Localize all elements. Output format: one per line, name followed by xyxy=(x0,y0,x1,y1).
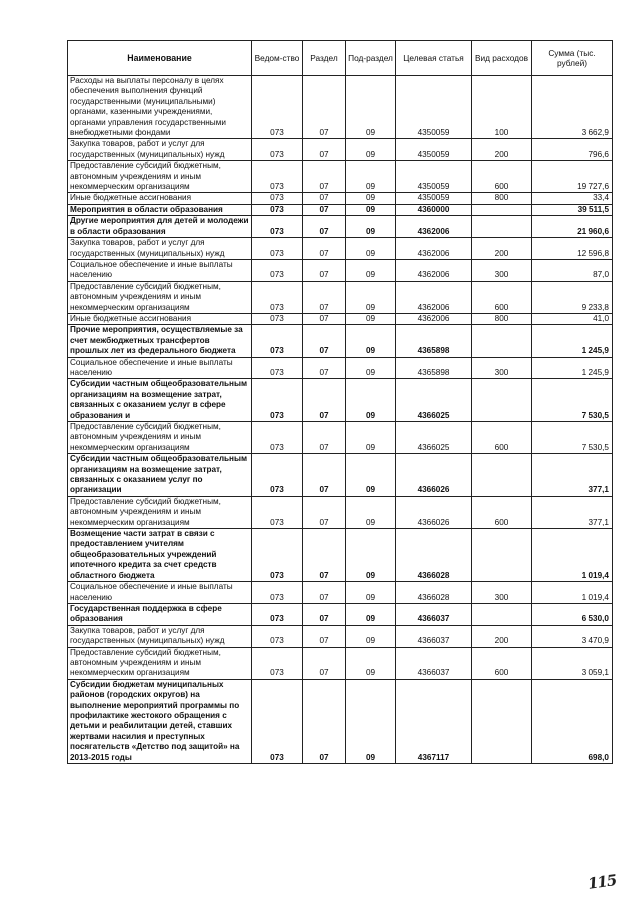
cell-target: 4366025 xyxy=(396,422,472,454)
cell-target: 4366028 xyxy=(396,582,472,604)
cell-amount: 377,1 xyxy=(532,454,613,497)
cell-subsection: 09 xyxy=(346,161,396,193)
cell-name: Социальное обеспечение и иные выплаты населению xyxy=(68,582,252,604)
cell-target: 4366025 xyxy=(396,379,472,422)
cell-subsection: 09 xyxy=(346,625,396,647)
cell-expense-type: 800 xyxy=(472,193,532,204)
page-number: 115 xyxy=(586,871,618,893)
table-row xyxy=(68,647,613,679)
header-name: Наименование xyxy=(68,41,252,76)
cell-expense-type: 200 xyxy=(472,625,532,647)
cell-name: Субсидии частным общеобразовательным организациям на возмещение затрат, связанных с оказанием услуг в сфере образования и xyxy=(68,379,252,422)
table-row xyxy=(68,625,613,647)
cell-amount: 796,6 xyxy=(532,139,613,161)
cell-section: 07 xyxy=(303,529,346,582)
cell-amount: 3 059,1 xyxy=(532,647,613,679)
cell-expense-type: 600 xyxy=(472,281,532,313)
cell-target: 4366026 xyxy=(396,496,472,528)
cell-expense-type: 600 xyxy=(472,161,532,193)
cell-dept: 073 xyxy=(252,204,303,215)
cell-amount: 7 530,5 xyxy=(532,422,613,454)
table-body xyxy=(68,76,613,764)
cell-amount: 1 245,9 xyxy=(532,325,613,357)
cell-section: 07 xyxy=(303,582,346,604)
cell-expense-type xyxy=(472,325,532,357)
cell-target: 4350059 xyxy=(396,193,472,204)
cell-section: 07 xyxy=(303,259,346,281)
cell-dept: 073 xyxy=(252,529,303,582)
cell-amount: 33,4 xyxy=(532,193,613,204)
cell-section: 07 xyxy=(303,454,346,497)
cell-section: 07 xyxy=(303,139,346,161)
cell-subsection: 09 xyxy=(346,259,396,281)
cell-amount: 7 530,5 xyxy=(532,379,613,422)
cell-subsection: 09 xyxy=(346,281,396,313)
cell-name: Прочие мероприятия, осуществляемые за счет межбюджетных трансфертов прошлых лет из федерального бюджета xyxy=(68,325,252,357)
cell-expense-type: 600 xyxy=(472,647,532,679)
cell-section: 07 xyxy=(303,647,346,679)
cell-section: 07 xyxy=(303,216,346,238)
cell-amount: 41,0 xyxy=(532,313,613,324)
header-target: Целевая статья xyxy=(396,41,472,76)
cell-section: 07 xyxy=(303,603,346,625)
cell-target: 4362006 xyxy=(396,281,472,313)
cell-dept: 073 xyxy=(252,679,303,763)
cell-section: 07 xyxy=(303,313,346,324)
cell-name: Закупка товаров, работ и услуг для государственных (муниципальных) нужд xyxy=(68,238,252,260)
cell-target: 4366037 xyxy=(396,625,472,647)
cell-subsection: 09 xyxy=(346,422,396,454)
cell-dept: 073 xyxy=(252,216,303,238)
cell-expense-type: 600 xyxy=(472,496,532,528)
cell-amount: 87,0 xyxy=(532,259,613,281)
cell-subsection: 09 xyxy=(346,238,396,260)
cell-expense-type: 300 xyxy=(472,582,532,604)
cell-name: Мероприятия в области образования xyxy=(68,204,252,215)
table-row xyxy=(68,76,613,139)
cell-expense-type: 100 xyxy=(472,76,532,139)
cell-target: 4362006 xyxy=(396,259,472,281)
cell-name: Возмещение части затрат в связи с предоставлением учителям общеобразовательных учреждений ипотечного кредита за счет средств областного бюджета xyxy=(68,529,252,582)
cell-section: 07 xyxy=(303,281,346,313)
table-row xyxy=(68,679,613,763)
cell-dept: 073 xyxy=(252,313,303,324)
cell-expense-type xyxy=(472,204,532,215)
cell-dept: 073 xyxy=(252,496,303,528)
cell-name: Предоставление субсидий бюджетным, автономным учреждениям и иным некоммерческим организациям xyxy=(68,281,252,313)
cell-dept: 073 xyxy=(252,357,303,379)
cell-dept: 073 xyxy=(252,161,303,193)
cell-subsection: 09 xyxy=(346,193,396,204)
cell-dept: 073 xyxy=(252,647,303,679)
cell-dept: 073 xyxy=(252,379,303,422)
cell-dept: 073 xyxy=(252,238,303,260)
budget-table xyxy=(67,40,613,764)
cell-name: Закупка товаров, работ и услуг для государственных (муниципальных) нужд xyxy=(68,139,252,161)
table-row xyxy=(68,325,613,357)
cell-dept: 073 xyxy=(252,625,303,647)
cell-section: 07 xyxy=(303,161,346,193)
cell-expense-type: 600 xyxy=(472,422,532,454)
table-row xyxy=(68,582,613,604)
table-row xyxy=(68,281,613,313)
cell-expense-type xyxy=(472,529,532,582)
cell-subsection: 09 xyxy=(346,529,396,582)
cell-amount: 1 019,4 xyxy=(532,529,613,582)
cell-dept: 073 xyxy=(252,454,303,497)
cell-section: 07 xyxy=(303,204,346,215)
cell-dept: 073 xyxy=(252,281,303,313)
cell-section: 07 xyxy=(303,238,346,260)
table-row xyxy=(68,216,613,238)
cell-subsection: 09 xyxy=(346,139,396,161)
cell-expense-type: 200 xyxy=(472,139,532,161)
cell-target: 4366037 xyxy=(396,603,472,625)
cell-subsection: 09 xyxy=(346,216,396,238)
header-subsection: Под-раздел xyxy=(346,41,396,76)
cell-name: Государственная поддержка в сфере образования xyxy=(68,603,252,625)
cell-target: 4365898 xyxy=(396,325,472,357)
cell-amount: 6 530,0 xyxy=(532,603,613,625)
cell-amount: 12 596,8 xyxy=(532,238,613,260)
cell-subsection: 09 xyxy=(346,582,396,604)
table-row xyxy=(68,193,613,204)
cell-amount: 39 511,5 xyxy=(532,204,613,215)
cell-amount: 3 662,9 xyxy=(532,76,613,139)
header-amount: Сумма (тыс. рублей) xyxy=(532,41,613,76)
table-row xyxy=(68,379,613,422)
cell-dept: 073 xyxy=(252,139,303,161)
cell-expense-type: 300 xyxy=(472,357,532,379)
cell-section: 07 xyxy=(303,422,346,454)
cell-expense-type: 200 xyxy=(472,238,532,260)
cell-name: Иные бюджетные ассигнования xyxy=(68,193,252,204)
cell-name: Предоставление субсидий бюджетным, автономным учреждениям и иным некоммерческим организациям xyxy=(68,647,252,679)
cell-name: Социальное обеспечение и иные выплаты населению xyxy=(68,357,252,379)
cell-subsection: 09 xyxy=(346,496,396,528)
cell-name: Другие мероприятия для детей и молодежи в области образования xyxy=(68,216,252,238)
cell-subsection: 09 xyxy=(346,603,396,625)
table-row xyxy=(68,313,613,324)
cell-target: 4350059 xyxy=(396,139,472,161)
cell-amount: 377,1 xyxy=(532,496,613,528)
cell-expense-type xyxy=(472,454,532,497)
cell-expense-type: 800 xyxy=(472,313,532,324)
cell-target: 4367117 xyxy=(396,679,472,763)
cell-dept: 073 xyxy=(252,76,303,139)
table-row xyxy=(68,139,613,161)
cell-subsection: 09 xyxy=(346,204,396,215)
table-header-row xyxy=(68,41,613,76)
cell-dept: 073 xyxy=(252,582,303,604)
cell-section: 07 xyxy=(303,496,346,528)
cell-subsection: 09 xyxy=(346,313,396,324)
cell-amount: 698,0 xyxy=(532,679,613,763)
table-row xyxy=(68,454,613,497)
cell-target: 4350059 xyxy=(396,76,472,139)
cell-target: 4360000 xyxy=(396,204,472,215)
cell-name: Иные бюджетные ассигнования xyxy=(68,313,252,324)
table-row xyxy=(68,161,613,193)
cell-target: 4365898 xyxy=(396,357,472,379)
cell-dept: 073 xyxy=(252,259,303,281)
cell-subsection: 09 xyxy=(346,454,396,497)
table-row xyxy=(68,238,613,260)
cell-target: 4366028 xyxy=(396,529,472,582)
cell-expense-type xyxy=(472,216,532,238)
cell-dept: 073 xyxy=(252,193,303,204)
cell-amount: 1 019,4 xyxy=(532,582,613,604)
cell-dept: 073 xyxy=(252,422,303,454)
cell-name: Социальное обеспечение и иные выплаты населению xyxy=(68,259,252,281)
cell-section: 07 xyxy=(303,379,346,422)
cell-subsection: 09 xyxy=(346,379,396,422)
cell-section: 07 xyxy=(303,357,346,379)
cell-name: Закупка товаров, работ и услуг для государственных (муниципальных) нужд xyxy=(68,625,252,647)
table-row xyxy=(68,204,613,215)
header-expense-type: Вид расходов xyxy=(472,41,532,76)
cell-target: 4350059 xyxy=(396,161,472,193)
table-row xyxy=(68,496,613,528)
cell-amount: 3 470,9 xyxy=(532,625,613,647)
cell-name: Субсидии бюджетам муниципальных районов (городских округов) на выполнение мероприятий программы по профилактике жестокого обращения с детьми и реабилитации детей, ставших жертвами насилия и преступных посягательств «Детство под защитой» на 2013-2015 годы xyxy=(68,679,252,763)
cell-subsection: 09 xyxy=(346,647,396,679)
table-row xyxy=(68,259,613,281)
cell-subsection: 09 xyxy=(346,679,396,763)
cell-subsection: 09 xyxy=(346,325,396,357)
cell-subsection: 09 xyxy=(346,357,396,379)
cell-expense-type xyxy=(472,679,532,763)
cell-name: Предоставление субсидий бюджетным, автономным учреждениям и иным некоммерческим организациям xyxy=(68,422,252,454)
cell-amount: 19 727,6 xyxy=(532,161,613,193)
cell-amount: 1 245,9 xyxy=(532,357,613,379)
cell-target: 4366026 xyxy=(396,454,472,497)
cell-amount: 21 960,6 xyxy=(532,216,613,238)
table-row xyxy=(68,357,613,379)
cell-dept: 073 xyxy=(252,325,303,357)
cell-name: Предоставление субсидий бюджетным, автономным учреждениям и иным некоммерческим организациям xyxy=(68,161,252,193)
cell-section: 07 xyxy=(303,679,346,763)
cell-target: 4362006 xyxy=(396,238,472,260)
cell-amount: 9 233,8 xyxy=(532,281,613,313)
cell-target: 4362006 xyxy=(396,216,472,238)
cell-target: 4366037 xyxy=(396,647,472,679)
cell-dept: 073 xyxy=(252,603,303,625)
table-row xyxy=(68,603,613,625)
header-section: Раздел xyxy=(303,41,346,76)
table-row xyxy=(68,422,613,454)
cell-name: Субсидии частным общеобразовательным организациям на возмещение затрат, связанных с оказанием услуг по организации xyxy=(68,454,252,497)
cell-section: 07 xyxy=(303,625,346,647)
table-row xyxy=(68,529,613,582)
cell-section: 07 xyxy=(303,76,346,139)
cell-expense-type xyxy=(472,603,532,625)
cell-section: 07 xyxy=(303,325,346,357)
cell-target: 4362006 xyxy=(396,313,472,324)
cell-expense-type xyxy=(472,379,532,422)
cell-section: 07 xyxy=(303,193,346,204)
cell-name: Предоставление субсидий бюджетным, автономным учреждениям и иным некоммерческим организациям xyxy=(68,496,252,528)
cell-name: Расходы на выплаты персоналу в целях обеспечения выполнения функций государственными (муниципальными) органами, казенными учреждениями, органами управления государственными внебюджетными фондами xyxy=(68,76,252,139)
cell-expense-type: 300 xyxy=(472,259,532,281)
header-dept: Ведом-ство xyxy=(252,41,303,76)
cell-subsection: 09 xyxy=(346,76,396,139)
